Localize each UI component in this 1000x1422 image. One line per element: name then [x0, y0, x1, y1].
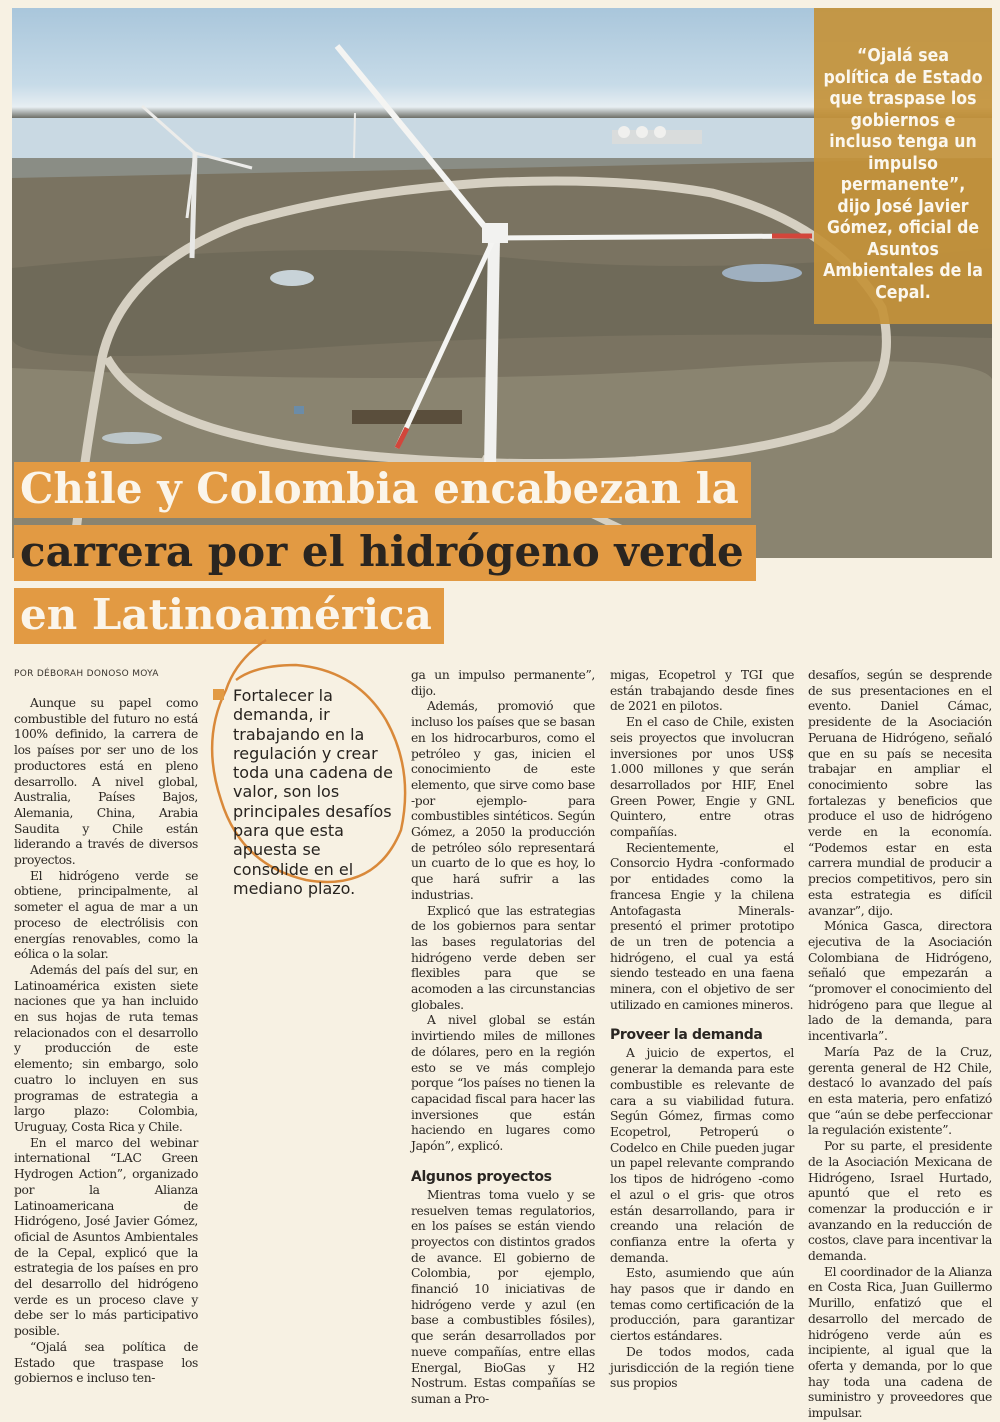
paragraph: Explicó que las estrategias de los gobiernos para sentar las bases regulatorias del hidrógeno verde deben ser flexibles para que se acomoden a las circunstancias globales.: [411, 903, 595, 1012]
quote-box-text: “Ojalá sea política de Estado que traspase los gobiernos e incluso tenga un impulso permanente”, dijo José Javier Gómez, oficial de Asuntos Ambientales de la Cepal.: [823, 46, 983, 303]
paragraph: desafíos, según se desprende de sus presentaciones en el evento. Daniel Cámac, presidente de la Asociación Peruana de Hidrógeno, señaló que en su país se necesita trabajar en ampliar el conocimiento sobre las fortalezas y beneficios que produce el uso de hidrógeno verde en la economía. “Podemos estar en esta carrera mundial de producir a precios competitivos, pero sin esta estrategia es difícil avanzar”, dijo.: [808, 668, 992, 918]
paragraph: Recientemente, el Consorcio Hydra -conformado por entidades como la francesa Engie y la chilena Antofagasta Minerals- presentó el primer prototipo de un tren de potencia a hidrógeno, el cual ya está siendo testeado en una faena minera, con el objetivo de ser utilizado en camiones mineros.: [610, 840, 794, 1012]
paragraph: El coordinador de la Alianza en Costa Rica, Juan Guillermo Murillo, enfatizó que el desarrollo del mercado de hidrógeno verde aún es incipiente, al igual que la oferta y demanda, por lo que hay toda una cadena de suministro y proveedores que impulsar.: [808, 1264, 992, 1421]
paragraph: Además, promovió que incluso los países que se basan en los hidrocarburos, como el petróleo y gas, inicien el conocimiento de este elemento, que sirve como base -por ejemplo- para combustibles sintéticos. Según Gómez, a 2050 la producción de petróleo sólo representará un cuarto de lo que es hoy, lo que hará sufrir a las industrias.: [411, 699, 595, 902]
paragraph: Por su parte, el presidente de la Asociación Mexicana de Hidrógeno, Israel Hurtado, apuntó que el reto es comenzar la producción e ir avanzando en la reducción de costos, clave para incentivar la demanda.: [808, 1139, 992, 1264]
paragraph: A nivel global se están invirtiendo miles de millones de dólares, pero en la región esto se ve más complejo porque “los países no tienen la capacidad fiscal para hacer las inversiones que están haciendo en lugares como Japón”, explicó.: [411, 1013, 595, 1154]
article-column-3: [610, 668, 794, 1392]
paragraph: migas, Ecopetrol y TGI que están trabajando desde fines de 2021 en pilotos.: [610, 668, 794, 714]
pull-quote-text: Fortalecer la demanda, ir trabajando en la regulación y crear toda una cadena de valor, son los principales desafíos para que esta apuesta se consolide en el mediano plazo.: [233, 686, 393, 898]
headline-line-1: Chile y Colombia encabezan la: [14, 462, 751, 518]
square-bullet-icon: [213, 689, 224, 700]
paragraph: “Ojalá sea política de Estado que traspase los gobiernos e incluso ten-: [14, 1339, 198, 1386]
paragraph: A juicio de expertos, el generar la demanda para este combustible es relevante de cara a su viabilidad futura. Según Gómez, firmas como Ecopetrol, Petroperú o Codelco en Chile pueden jugar un papel relevante comprando los tipos de hidrógeno -como el azul o el gris- que otros están desarrollando, para ir creando una relación de confianza entre la oferta y demanda.: [610, 1046, 794, 1265]
paragraph: Aunque su papel como combustible del futuro no está 100% definido, la carrera de los países por ser uno de los productores está en pleno desarrollo. A nivel global, Australia, Países Bajos, Alemania, China, Arabia Saudita y Chile están liderando a través de diversos proyectos.: [14, 696, 198, 868]
article-column-1: [14, 696, 198, 1387]
paragraph: María Paz de la Cruz, gerenta general de H2 Chile, destacó lo avanzado del país en esta materia, pero enfatizó que “aún se debe perfeccionar la regulación existente”.: [808, 1044, 992, 1138]
headline-line-3: en Latinoamérica: [14, 588, 444, 644]
article-column-2: [411, 668, 595, 1408]
article-column-4: [808, 668, 992, 1422]
quote-box: [814, 8, 992, 324]
headline: [14, 462, 756, 651]
paragraph: De todos modos, cada jurisdicción de la región tiene sus propios: [610, 1344, 794, 1391]
paragraph: Mónica Gasca, directora ejecutiva de la Asociación Colombiana de Hidrógeno, señaló que empezarán a “promover el conocimiento del hidrógeno para que llegue al lado de la demanda, para incentivarla”.: [808, 919, 992, 1044]
paragraph: Mientras toma vuelo y se resuelven temas regulatorios, en los países se están viendo proyectos con distintos grados de avance. El gobierno de Colombia, por ejemplo, financió 10 iniciativas de hidrógeno verde y azul (en base a combustibles fósiles), que serán desarrollados por nueve compañías, entre ellas Energal, BioGas y H2 Nostrum. Estas compañías se suman a Pro-: [411, 1187, 595, 1406]
byline: POR DÉBORAH DONOSO MOYA: [14, 669, 159, 679]
headline-line-2: carrera por el hidrógeno verde: [14, 525, 756, 581]
paragraph: Además del país del sur, en Latinoamérica existen siete naciones que ya han incluido en sus hojas de ruta temas relacionados con el desarrollo y producción de este elemento; sin embargo, solo cuatro lo incluyen en sus programas de estrategia a largo plazo: Colombia, Uruguay, Costa Rica y Chile.: [14, 962, 198, 1134]
paragraph: En el caso de Chile, existen seis proyectos que involucran inversiones por unos US$ 1.000 millones y que serán desarrollados por HIF, Enel Green Power, Engie y GNL Quintero, entre otras compañías.: [610, 715, 794, 840]
paragraph: ga un impulso permanente”, dijo.: [411, 668, 595, 698]
paragraph: El hidrógeno verde se obtiene, principalmente, al someter el agua de mar a un proceso de electrólisis con energías renovables, como la eólica o la solar.: [14, 868, 198, 962]
paragraph: En el marco del webinar international “LAC Green Hydrogen Action”, organizado por la Alianza Latinoamericana de Hidrógeno, José Javier Gómez, oficial de Asuntos Ambientales de la Cepal, explicó que la estrategia de los países en pro del desarrollo del hidrógeno verde es un proceso clave y debe ser lo más participativo posible.: [14, 1135, 198, 1339]
section-heading: Algunos proyectos: [411, 1168, 552, 1185]
paragraph: Esto, asumiendo que aún hay pasos que ir dando en temas como certificación de la producción, para garantizar ciertos estándares.: [610, 1266, 794, 1344]
section-heading: Proveer la demanda: [610, 1027, 763, 1044]
